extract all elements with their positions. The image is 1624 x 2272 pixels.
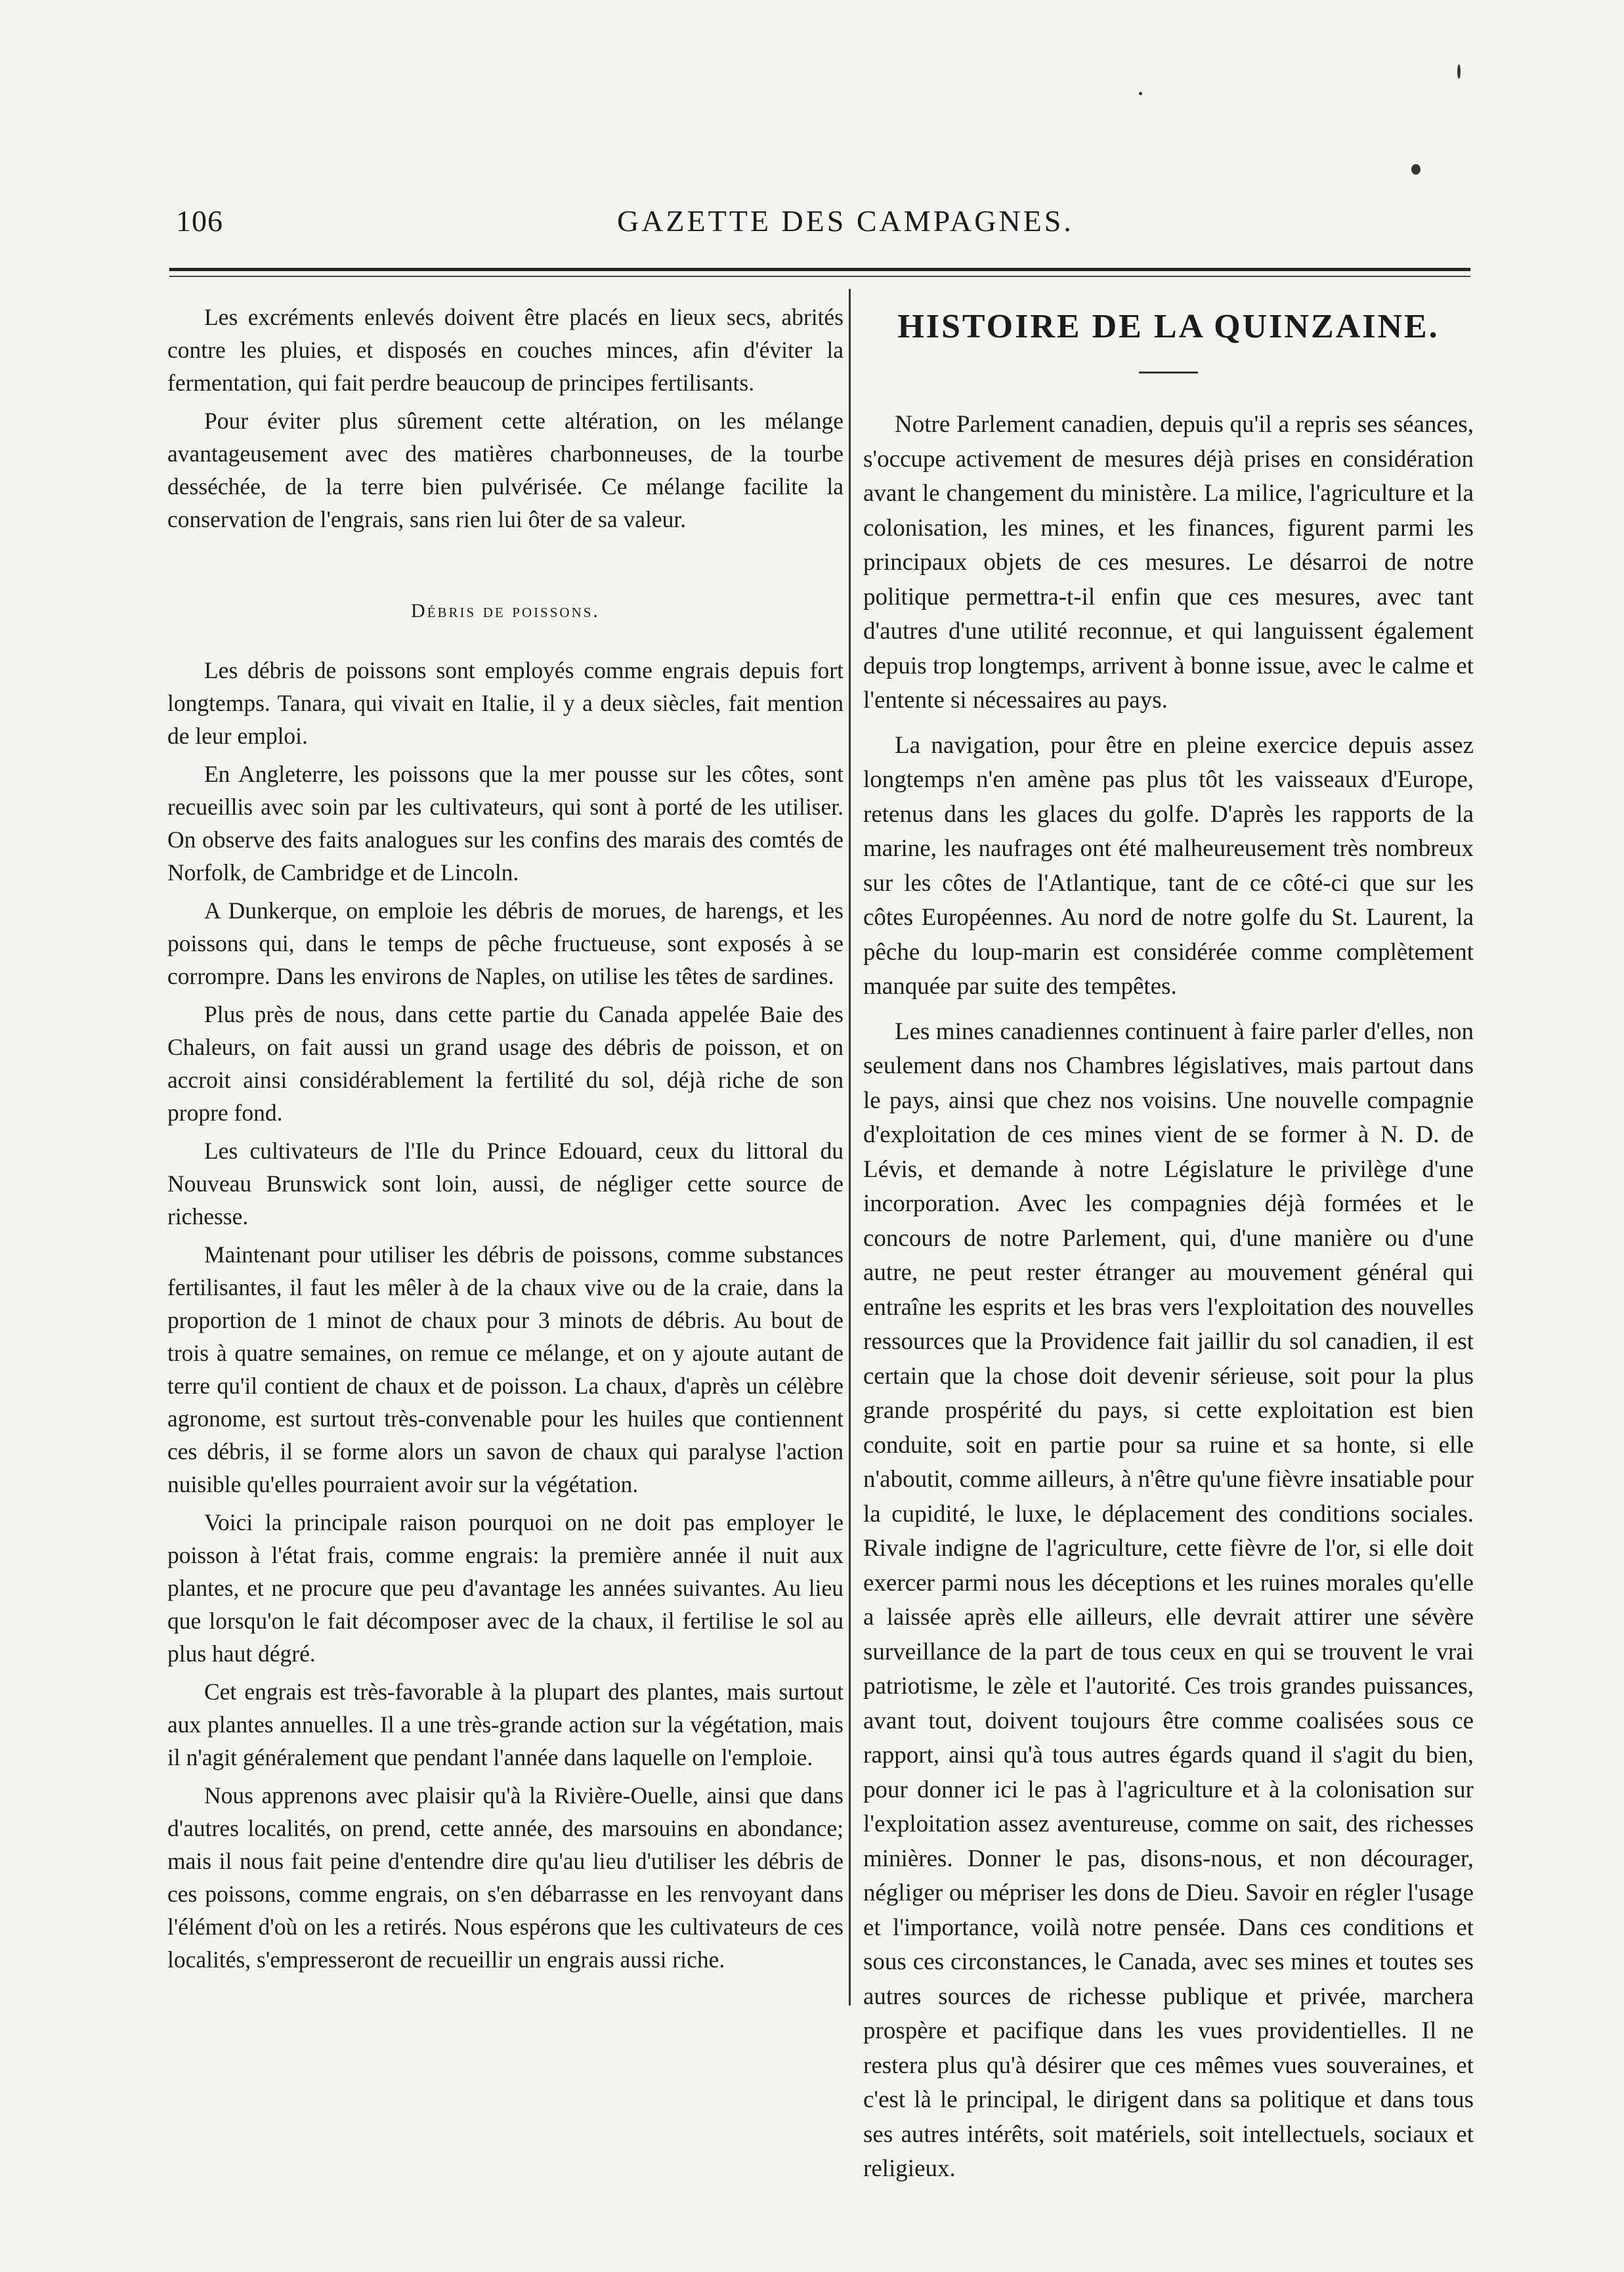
article-paragraph: Les débris de poissons sont employés comme engrais depuis fort longtemps. Tanara, qui vivait en Italie, il y a deux siècles, fait mention de leur emploi. — [167, 657, 844, 749]
section-title: HISTOIRE DE LA QUINZAINE. — [897, 308, 1440, 345]
article-paragraph: Cet engrais est très-favorable à la plupart des plantes, mais surtout aux plantes annuelles. Il a une très-grande action sur la végétation, mais il n'agit généralement que pendant l'année dans laquelle on l'emploie. — [167, 1679, 844, 1770]
section-subheading: Débris de poissons. — [411, 600, 600, 622]
article-paragraph: Pour éviter plus sûrement cette altération, on les mélange avantageusement avec des matières charbonneuses, de la tourbe desséchée, de la terre bien pulvérisée. Ce mélange facilite la conservation de l'engrais, sans rien lui ôter de sa valeur. — [167, 408, 844, 532]
running-title: GAZETTE DES CAMPAGNES. — [617, 204, 1074, 238]
article-paragraph: Les mines canadiennes continuent à faire parler d'elles, non seulement dans nos Chambres législatives, mais partout dans le pays, ainsi que chez nos voisins. Une nouvelle compagnie d'exploitation de ces mines vient de se former à N. D. de Lévis, et demande à notre Législature le privilège d'une incorporation. Avec les compagnies déjà formées et le concours de notre Parlement, qui, d'une manière ou d'une autre, ne peut rester étranger au mouvement général qui entraîne les esprits et les bras vers l'exploitation des nouvelles ressources que la Providence fait jaillir du sol canadien, il est certain que la chose doit devenir sérieuse, soit pour la plus grande prospérité du pays, si cette exploitation est bien conduite, soit en partie pour sa ruine et sa honte, si elle n'aboutit, comme ailleurs, à n'être qu'une fièvre insatiable pour la cupidité, le luxe, le déplacement des conditions sociales. Rivale indigne de l'agriculture, cette fièvre de l'or, si elle doit exercer parmi nous les déceptions et les ruines morales qu'elle a laissée après elle ailleurs, elle devrait attirer une sévère surveillance de la part de tous ceux en qui se trouvent le vrai patriotisme, le zèle et l'autorité. Ces trois grandes puissances, avant tout, doivent toujours être comme coalisées sous ce rapport, ainsi qu'à tous autres égards quand il s'agit du bien, pour donner ici le pas à l'agriculture et à la colonisation sur l'exploitation assez aventureuse, comme on sait, des richesses minières. Donner le pas, disons-nous, et non décourager, négliger ou mépriser les dons de Dieu. Savoir en régler l'usage et l'importance, voilà notre pensée. Dans ces conditions et sous ces circonstances, le Canada, avec ses mines et toutes ses autres sources de richesse publique et privée, marchera prospère et pacifique dans les vues providentielles. Il ne restera plus qu'à désirer que ces mêmes vues souveraines, et c'est là le principal, le dirigent dans sa politique et dans tous ses autres intérêts, soit matériels, soit intellectuels, sociaux et religieux. — [863, 1018, 1474, 2182]
article-paragraph: Les excréments enlevés doivent être placés en lieux secs, abrités contre les pluies, et disposés en couches minces, afin d'éviter la fermentation, qui fait perdre beaucoup de principes fertilisants. — [167, 304, 844, 396]
header-rule-thin — [169, 276, 1470, 277]
article-paragraph: La navigation, pour être en pleine exercice depuis assez longtemps n'en amène pas plus tôt les vaisseaux d'Europe, retenus dans les glaces du golfe. D'après les rapports de la marine, les naufrages ont été malheureusement très nombreux sur les côtes de l'Atlantique, tant de ce côté-ci que sur les côtes Européennes. Au nord de notre golfe du St. Laurent, la pêche du loup-marin est considérée comme complètement manquée par suite des tempêtes. — [863, 731, 1474, 1000]
title-rule — [1139, 372, 1198, 374]
page-number: 106 — [176, 204, 223, 238]
article-paragraph: Plus près de nous, dans cette partie du Canada appelée Baie des Chaleurs, on fait aussi un grand usage des débris de poisson, et on accroit ainsi considérablement la fertilité du sol, déjà riche de son propre fond. — [167, 1001, 844, 1126]
article-paragraph: Notre Parlement canadien, depuis qu'il a repris ses séances, s'occupe activement de mesures déjà prises en considération avant le changement du ministère. La milice, l'agriculture et la colonisation, les mines, et les finances, figurent parmi les principaux objets de ces mesures. Le désarroi de notre politique permettra-t-il enfin que ces mesures, avec tant d'autres d'une utilité reconnue, et qui languissent également depuis trop longtemps, arrivent à bonne issue, avec le calme et l'entente si nécessaires au pays. — [863, 411, 1474, 714]
right-column — [863, 301, 1474, 2197]
article-paragraph: Les cultivateurs de l'Ile du Prince Edouard, ceux du littoral du Nouveau Brunswick sont loin, aussi, de négliger cette source de richesse. — [167, 1138, 844, 1230]
scan-speck — [1139, 92, 1142, 95]
article-paragraph: A Dunkerque, on emploie les débris de morues, de harengs, et les poissons qui, dans le temps de pêche fructueuse, sont exposés à se corrompre. Dans les environs de Naples, on utilise les têtes de sardines. — [167, 897, 844, 989]
header-rule — [169, 268, 1470, 271]
article-paragraph: En Angleterre, les poissons que la mer pousse sur les côtes, sont recueillis avec soin par les cultivateurs, qui sont à porté de les utiliser. On observe des faits analogues sur les confins des marais des comtés de Norfolk, de Cambridge et de Lincoln. — [167, 761, 844, 886]
scan-speck — [1411, 164, 1421, 175]
column-divider — [849, 289, 851, 2005]
article-paragraph: Nous apprenons avec plaisir qu'à la Rivière-Ouelle, ainsi que dans d'autres localités, on prend, cette année, des marsouins en abondance; mais il nous fait peine d'entendre dire qu'au lieu d'utiliser les débris de ces poissons, comme engrais, on s'en débarrasse en les renvoyant dans l'élément d'où on les a retirés. Nous espérons que les cultivateurs de ces localités, s'empresseront de recueillir un engrais aussi riche. — [167, 1782, 844, 1973]
article-paragraph: Maintenant pour utiliser les débris de poissons, comme substances fertilisantes, il faut les mêler à de la chaux vive ou de la craie, dans la proportion de 1 minot de chaux pour 3 minots de débris. Au bout de trois à quatre semaines, on remue ce mélange, et on y ajoute autant de terre qu'il contient de chaux et de poisson. La chaux, d'après un célèbre agronome, est surtout très-convenable pour les huiles que contiennent ces débris, il se forme alors un savon de chaux qui paralyse l'action nuisible qu'elles pourraient avoir sur la végétation. — [167, 1241, 844, 1497]
scan-speck — [1457, 64, 1461, 79]
left-column — [167, 301, 844, 1981]
article-paragraph: Voici la principale raison pourquoi on ne doit pas employer le poisson à l'état frais, comme engrais: la première année il nuit aux plantes, et ne procure que peu d'avantage les années suivantes. Au lieu que lorsqu'on le fait décomposer avec de la chaux, il fertilise le sol au plus haut dégré. — [167, 1509, 844, 1667]
